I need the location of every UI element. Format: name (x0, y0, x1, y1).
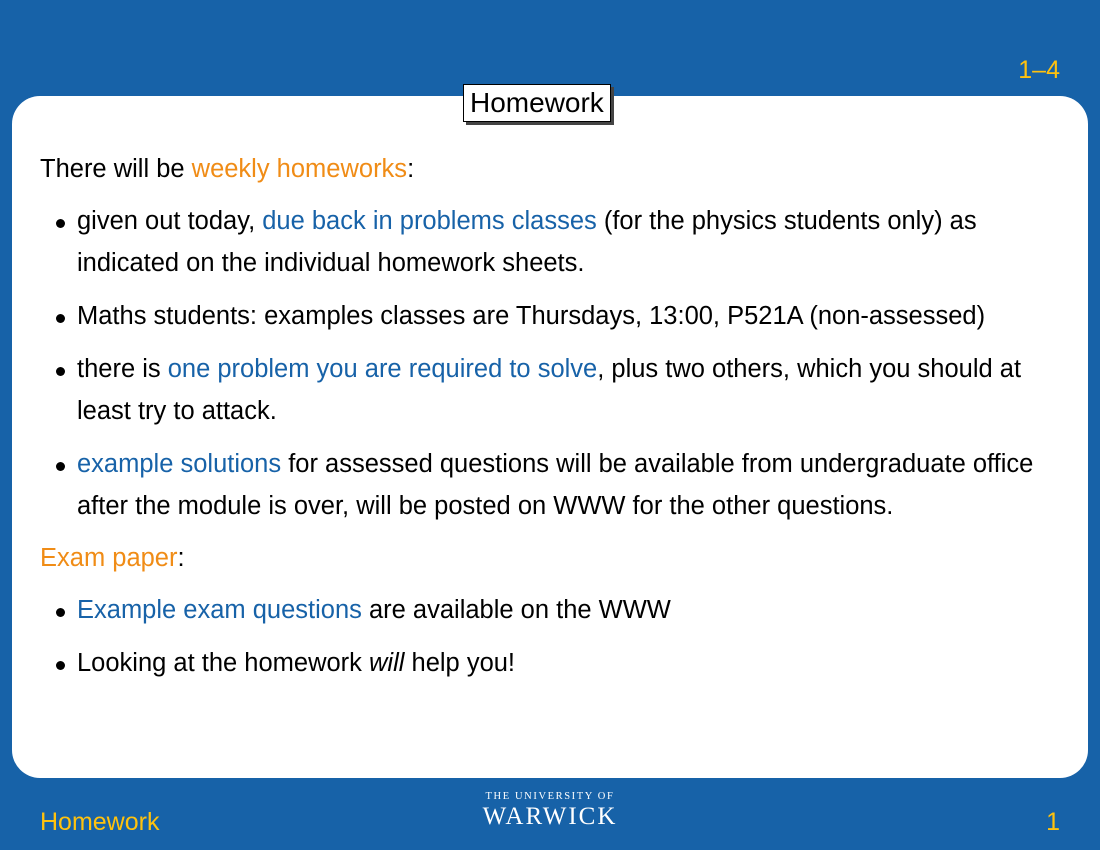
bullet-dot-icon (56, 462, 65, 471)
logo-main-text: WARWICK (482, 803, 618, 830)
bullet-text: given out today, (77, 207, 263, 235)
bullet-text: (for the physics students only) as indicated on the individual homework sheets. (77, 207, 977, 277)
slide-number: 1–4 (1018, 56, 1060, 84)
homework-bullet-list (40, 200, 1070, 527)
footer-page-number: 1 (1046, 808, 1060, 836)
bullet-highlight: Example exam questions (77, 596, 362, 624)
slide-content (40, 148, 1070, 694)
intro-punctuation: : (407, 155, 415, 183)
slide-title: Homework (463, 84, 611, 122)
intro-text: There will be (40, 155, 192, 183)
bullet-text: there is (77, 355, 168, 383)
bullet-dot-icon (56, 367, 65, 376)
bullet-dot-icon (56, 314, 65, 323)
bullet-emphasis: will (369, 649, 405, 677)
bullet-item (40, 589, 1070, 631)
bullet-item (40, 642, 1070, 684)
bullet-item (40, 348, 1070, 432)
bullet-dot-icon (56, 608, 65, 617)
exam-punctuation: : (177, 544, 185, 572)
exam-heading: Exam paper (40, 544, 178, 572)
bullet-text: Maths students: examples classes are Thursdays, 13:00, P521A (non-assessed) (77, 302, 986, 330)
logo-top-text: THE UNIVERSITY OF (485, 791, 615, 802)
bullet-item (40, 200, 1070, 284)
bullet-highlight: due back in problems classes (262, 207, 597, 235)
bullet-text: help you! (404, 649, 516, 677)
bullet-text: are available on the WWW (361, 596, 671, 624)
bullet-text: for assessed questions will be available from undergraduate office after the module is over, will be posted on WWW for the other questions. (77, 450, 1034, 520)
bullet-item (40, 295, 1070, 337)
exam-bullet-list (40, 589, 1070, 684)
bullet-text: Looking at the homework (77, 649, 370, 677)
intro-highlight: weekly homeworks (191, 155, 408, 183)
bullet-highlight: example solutions (77, 450, 282, 478)
bullet-text: , plus two others, which you should at least try to attack. (77, 355, 1022, 425)
bullet-highlight: one problem you are required to solve (167, 355, 598, 383)
bullet-dot-icon (56, 219, 65, 228)
exam-paragraph (40, 537, 1070, 579)
bullet-dot-icon (56, 661, 65, 670)
university-logo (470, 790, 630, 830)
intro-paragraph (40, 148, 1070, 190)
footer-title: Homework (40, 808, 160, 836)
bullet-item (40, 443, 1070, 527)
